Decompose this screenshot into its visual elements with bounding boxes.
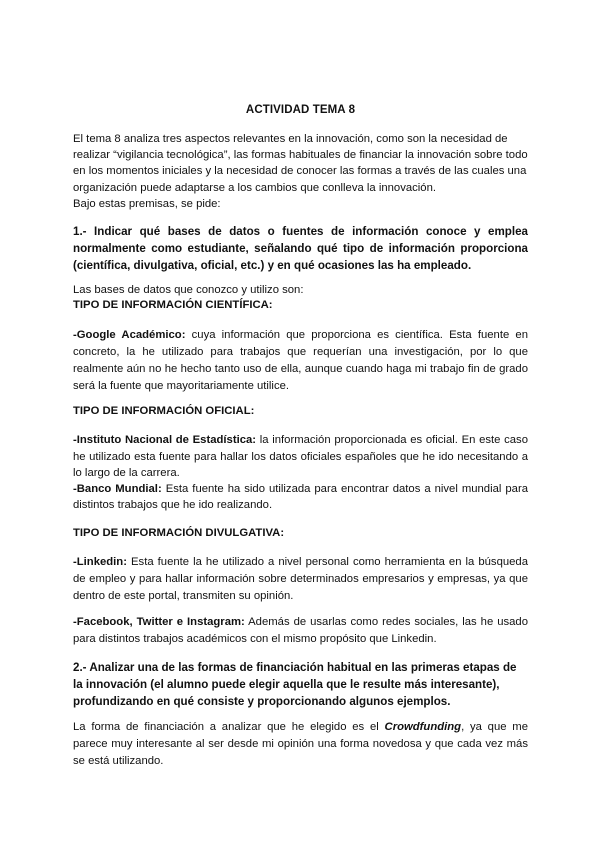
heading-cientifica: TIPO DE INFORMACIÓN CIENTÍFICA: [73, 299, 273, 311]
page-title: ACTIVIDAD TEMA 8 [245, 104, 356, 116]
item-name: -Facebook, Twitter e Instagram: [73, 616, 245, 628]
answer-highlight: Crowdfunding [384, 721, 462, 733]
item-text: Esta fuente la he utilizado a nivel personal como herramienta en la búsqueda de empleo y para hallar información sobre determinados empresarios y empresas, ya que dentro de este portal, transmiten su opinión. [73, 556, 528, 602]
item-name: -Google Académico: [73, 329, 186, 341]
databases-intro: Las bases de datos que conozco y utilizo son: [73, 284, 304, 296]
item-ine [73, 432, 528, 482]
intro-premise: Bajo estas premisas, se pide: [73, 197, 221, 210]
item-text: la información proporcionada es oficial. En este caso he utilizado esta fuente para hallar los datos oficiales españoles que he ido necesitando a lo largo de la carrera. [73, 434, 528, 479]
item-text: cuya información que proporciona es científica. Esta fuente en concreto, la he utilizado para trabajos que requerían una investigación, por lo que realmente aún no he hecho tanto uso de ella, aunque cuando haga mi trabajo fin de grado será la fuente que mayoritariamente utilice. [73, 329, 528, 392]
item-text: Además de usarlas como redes sociales, las he usado para distintos trabajos académicos con el mismo propósito que Linkedin. [73, 616, 529, 645]
item-name: -Instituto Nacional de Estadística: [73, 434, 257, 446]
item-text: Esta fuente ha sido utilizada para encontrar datos a nivel mundial para distintos trabajos que he ido realizando. [73, 483, 528, 511]
item-name: -Linkedin: [73, 556, 127, 568]
question-2: 2.- Analizar una de las formas de financiación habitual en las primeras etapas de la innovación (el alumno puede elegir aquella que le resulte más interesante), profundizando en qué consiste y proporcionando algunos ejemplos. [73, 661, 517, 708]
heading-oficial: TIPO DE INFORMACIÓN OFICIAL: [73, 405, 255, 417]
heading-divulgativa: TIPO DE INFORMACIÓN DIVULGATIVA: [73, 527, 285, 539]
item-google-academico [73, 327, 528, 395]
item-linkedin [73, 554, 528, 605]
intro-paragraph [73, 131, 528, 212]
answer-text-after: , ya que me parece muy interesante al ser desde mi opinión una forma novedosa y que cada vez más se está utilizando. [73, 721, 528, 767]
item-name: -Banco Mundial: [73, 483, 162, 495]
item-banco-mundial [73, 481, 528, 513]
intro-text: El tema 8 analiza tres aspectos relevantes en la innovación, como son la necesidad de realizar “vigilancia tecnológica”, las formas habituales de financiar la innovación sobre todo en los momentos iniciales y la necesidad de conocer las formas a través de las cuales una organización puede adaptarse a los cambios que conlleva la innovación. [73, 133, 528, 194]
item-redes-sociales [73, 614, 528, 648]
answer-2 [73, 719, 528, 770]
answer-text-before: La forma de financiación a analizar que he elegido es el [73, 721, 385, 733]
question-1: 1.- Indicar qué bases de datos o fuentes de información conoce y emplea normalmente como estudiante, señalando qué tipo de información proporciona (científica, divulgativa, oficial, etc.) y en qué ocasiones las ha empleado. [73, 225, 528, 272]
